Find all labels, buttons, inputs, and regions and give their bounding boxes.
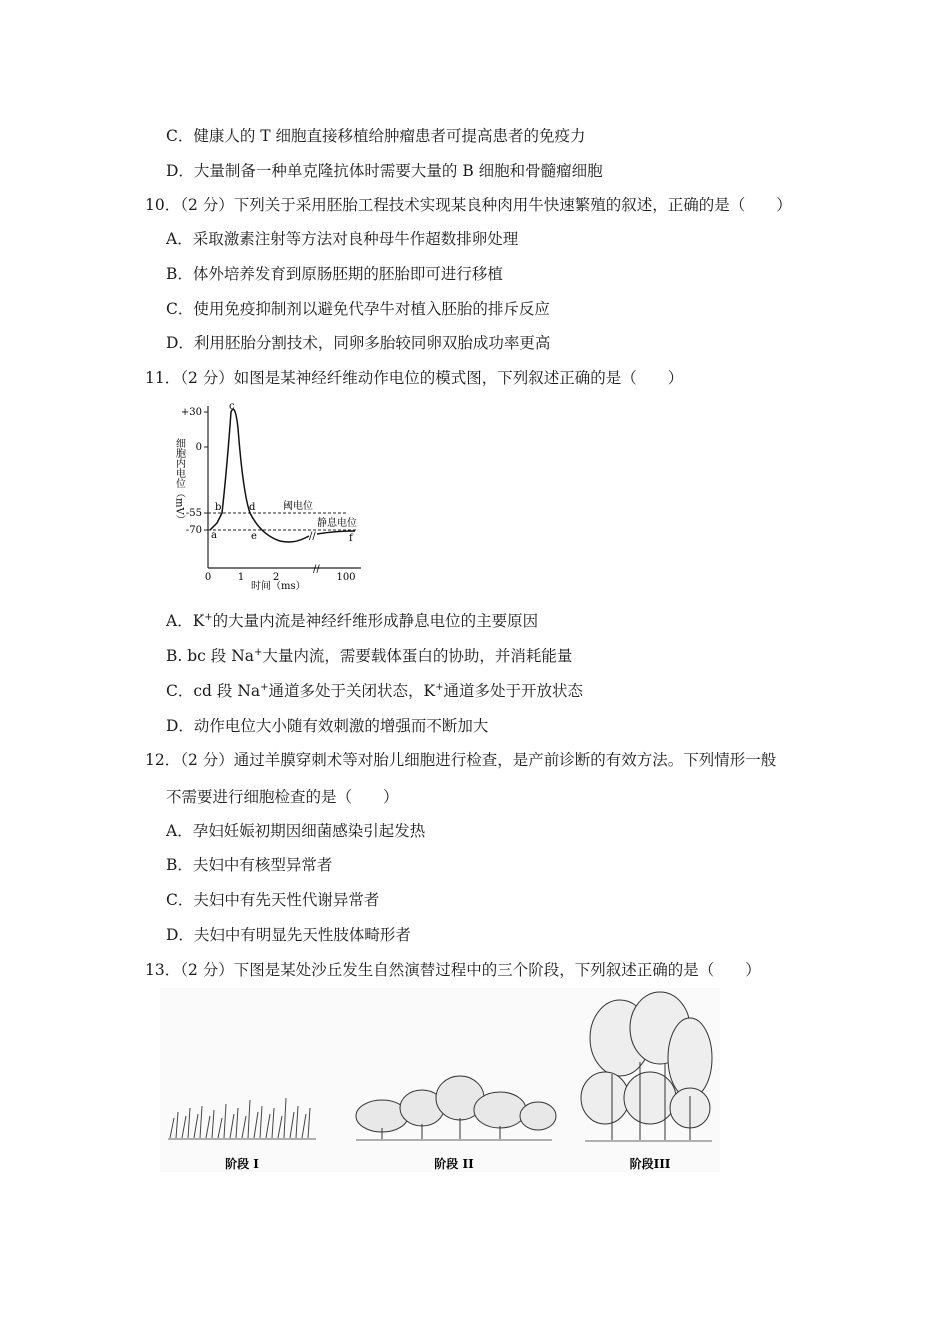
x-tick-label: 1	[237, 572, 245, 583]
q12-option-a: A．孕妇妊娠初期因细菌感染引起发热	[166, 822, 426, 840]
point-label: c	[229, 401, 235, 412]
q12-stem-continued: 不需要进行细胞检查的是（ ）	[166, 788, 399, 806]
axis-break-mark: //	[313, 564, 320, 575]
q11-option-d: D．动作电位大小随有效刺激的增强而不断加大	[166, 717, 489, 735]
succession-stages-figure	[160, 988, 720, 1172]
q10-stem: 10．（2 分）下列关于采用胚胎工程技术实现某良种肉用牛快速繁殖的叙述，正确的是（ ）	[145, 196, 792, 214]
stage-3-label: 阶段III	[629, 1157, 671, 1171]
q10-option-b: B．体外培养发育到原肠胚期的胚胎即可进行移植	[166, 265, 503, 283]
q10-option-a: A．采取激素注射等方法对良种母牛作超数排卵处理	[166, 230, 519, 248]
point-label: d	[249, 502, 256, 513]
resting-label: 静息电位	[317, 518, 357, 529]
x-axis-label: 时间（ms）	[251, 581, 306, 590]
y-tick-label: -70	[185, 525, 202, 536]
x-tick-label: 100	[336, 572, 356, 583]
q9-option-d: D．大量制备一种单克隆抗体时需要大量的 B 细胞和骨髓瘤细胞	[166, 162, 603, 180]
stage-2-label: 阶段 II	[434, 1157, 474, 1171]
q13-stem: 13．（2 分）下图是某处沙丘发生自然演替过程中的三个阶段，下列叙述正确的是（ ）	[145, 961, 761, 979]
q11-option-b: B. bc 段 Na+大量内流，需要载体蛋白的协助，并消耗能量	[166, 647, 573, 665]
threshold-label: 阈电位	[283, 501, 313, 512]
point-label: a	[211, 530, 217, 541]
y-tick-label: +30	[180, 407, 202, 418]
y-tick-label: -55	[185, 508, 202, 519]
x-tick-label: 0	[204, 572, 212, 583]
action-potential-graph	[165, 398, 365, 590]
stage-1-label: 阶段 I	[225, 1157, 259, 1171]
point-label: f	[349, 533, 353, 544]
q11-option-a: A．K+的大量内流是神经纤维形成静息电位的主要原因	[166, 612, 539, 630]
point-label: b	[215, 502, 222, 513]
axis-break-mark: //	[309, 531, 316, 542]
y-tick-label: 0	[195, 442, 202, 453]
y-axis-label: 细胞内电位（mV）	[173, 438, 185, 525]
x-tick-label: 2	[272, 572, 280, 583]
q12-option-b: B．夫妇中有核型异常者	[166, 856, 333, 874]
q10-option-d: D．利用胚胎分割技术，同卵多胎较同卵双胎成功率更高	[166, 334, 551, 352]
q10-option-c: C．使用免疫抑制剂以避免代孕牛对植入胚胎的排斥反应	[166, 300, 550, 318]
q12-option-c: C．夫妇中有先天性代谢异常者	[166, 891, 380, 909]
point-label: e	[251, 531, 257, 542]
q11-option-c: C．cd 段 Na+通道多处于关闭状态，K+通道多处于开放状态	[166, 682, 584, 700]
q11-stem: 11．（2 分）如图是某神经纤维动作电位的模式图，下列叙述正确的是（ ）	[145, 369, 684, 387]
q12-option-d: D．夫妇中有明显先天性肢体畸形者	[166, 926, 411, 944]
q9-option-c: C．健康人的 T 细胞直接移植给肿瘤患者可提高患者的免疫力	[166, 127, 586, 145]
q12-stem: 12．（2 分）通过羊膜穿刺术等对胎儿细胞进行检查，是产前诊断的有效方法。下列情形一般	[145, 751, 777, 769]
